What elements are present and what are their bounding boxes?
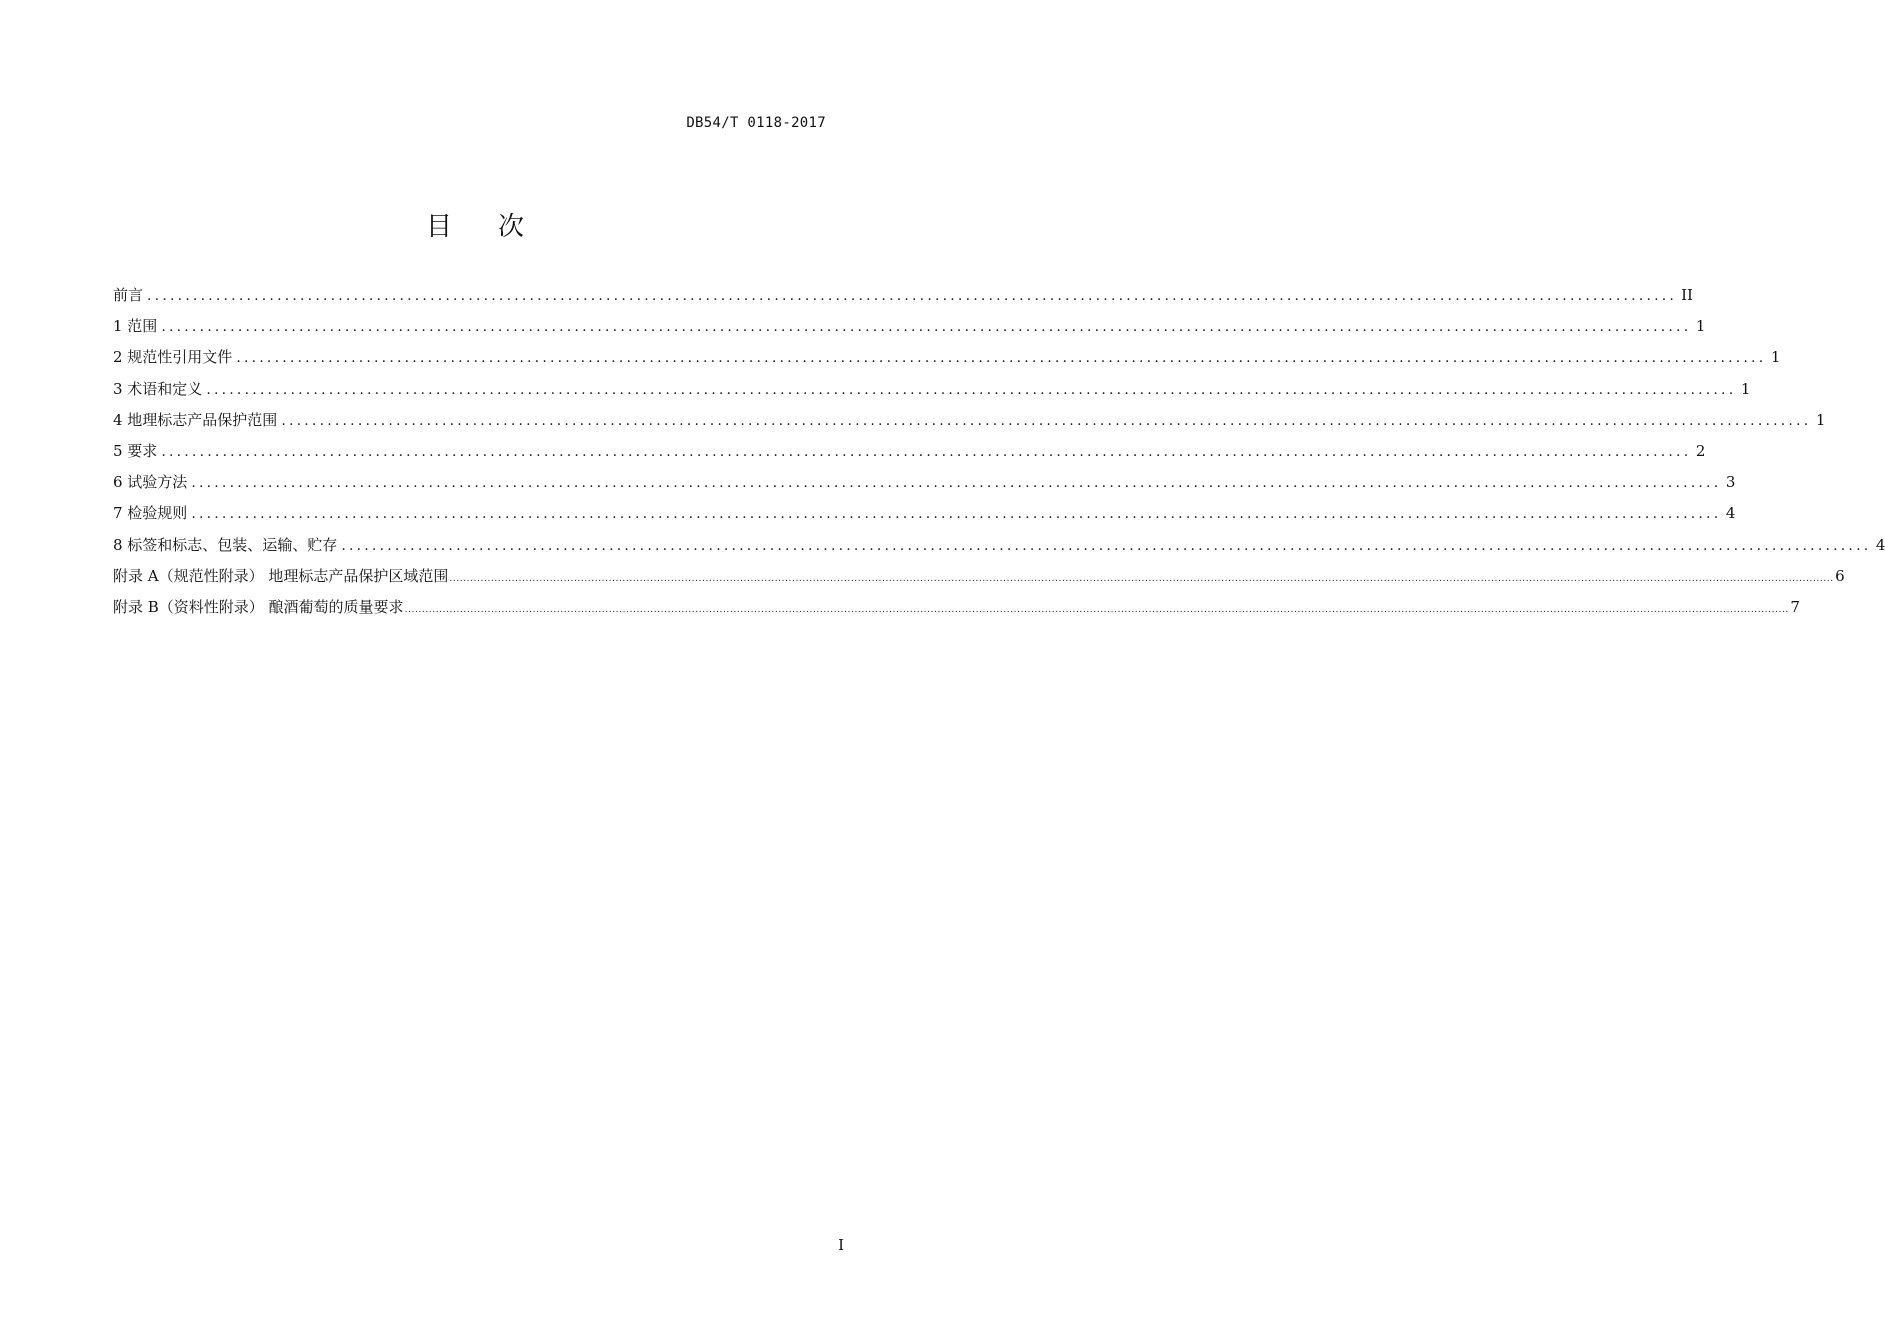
- toc-leader-dots: ................................................................................................................................................................................................................................................................................................................................................................................................................: [449, 573, 1834, 584]
- toc-entry-page: 1: [1740, 379, 1751, 398]
- toc-entry-page: 4: [1875, 535, 1885, 554]
- toc-leader-dots: ........................................................................................................................................................................................................: [191, 506, 1722, 523]
- toc-entry-annex-a[interactable]: [113, 565, 1845, 596]
- toc-leader-dots: ........................................................................................................................................................................................................: [191, 475, 1722, 492]
- toc-entry-page: 1: [1815, 410, 1826, 429]
- toc-leader-dots: ........................................................................................................................................................................................................: [147, 288, 1678, 304]
- toc-list: [113, 284, 1885, 627]
- toc-entry-foreword[interactable]: [113, 284, 1693, 315]
- page-number: I: [838, 1236, 844, 1254]
- toc-entry-label: 5 要求: [113, 441, 158, 460]
- toc-entry-page: 7: [1790, 597, 1800, 616]
- toc-entry-label: 附录 B（资料性附录） 酿酒葡萄的质量要求: [113, 597, 404, 616]
- toc-entry-labeling-packaging[interactable]: [113, 534, 1885, 565]
- toc-entry-page: 4: [1725, 504, 1736, 523]
- toc-entry-label: 附录 A（规范性附录） 地理标志产品保护区域范围: [113, 566, 449, 585]
- toc-entry-page: 1: [1695, 317, 1706, 336]
- toc-leader-dots: ........................................................................................................................................................................................................: [206, 381, 1737, 398]
- toc-leader-dots: ........................................................................................................................................................................................................: [341, 537, 1872, 554]
- toc-entry-test-methods[interactable]: [113, 471, 1736, 502]
- toc-entry-page: 3: [1725, 473, 1736, 492]
- toc-entry-label: 1 范围: [113, 317, 158, 336]
- toc-title-char-1: 目: [425, 212, 452, 242]
- toc-entry-label: 2 规范性引用文件: [113, 348, 233, 367]
- toc-leader-dots: ........................................................................................................................................................................................................: [281, 412, 1812, 429]
- toc-entry-page: 2: [1695, 441, 1706, 460]
- toc-entry-annex-b[interactable]: [113, 596, 1800, 627]
- toc-entry-label: 4 地理标志产品保护范围: [113, 410, 278, 429]
- document-code: DB54/T 0118-2017: [686, 115, 826, 131]
- toc-entry-page: II: [1681, 286, 1693, 304]
- toc-entry-label: 3 术语和定义: [113, 379, 203, 398]
- toc-entry-label: 8 标签和标志、包装、运输、贮存: [113, 535, 338, 554]
- toc-entry-page: 1: [1770, 348, 1781, 367]
- toc-title: [0, 206, 950, 243]
- toc-entry-label: 7 检验规则: [113, 504, 188, 523]
- toc-leader-dots: ........................................................................................................................................................................................................: [161, 443, 1692, 460]
- toc-entry-protection-scope[interactable]: [113, 409, 1826, 440]
- toc-entry-label: 6 试验方法: [113, 473, 188, 492]
- toc-entry-requirements[interactable]: [113, 440, 1706, 471]
- toc-entry-scope[interactable]: [113, 315, 1706, 346]
- toc-entry-inspection-rules[interactable]: [113, 502, 1736, 533]
- toc-leader-dots: ................................................................................................................................................................................................................................................................................................................................................................................................................: [404, 604, 1789, 615]
- toc-leader-dots: ........................................................................................................................................................................................................: [161, 319, 1692, 336]
- toc-entry-normative-references[interactable]: [113, 346, 1781, 377]
- toc-entry-page: 6: [1835, 566, 1845, 585]
- toc-entry-terms-definitions[interactable]: [113, 378, 1751, 409]
- toc-title-char-2: 次: [498, 212, 525, 242]
- toc-entry-label: 前言: [113, 286, 144, 304]
- toc-leader-dots: ........................................................................................................................................................................................................: [236, 350, 1767, 367]
